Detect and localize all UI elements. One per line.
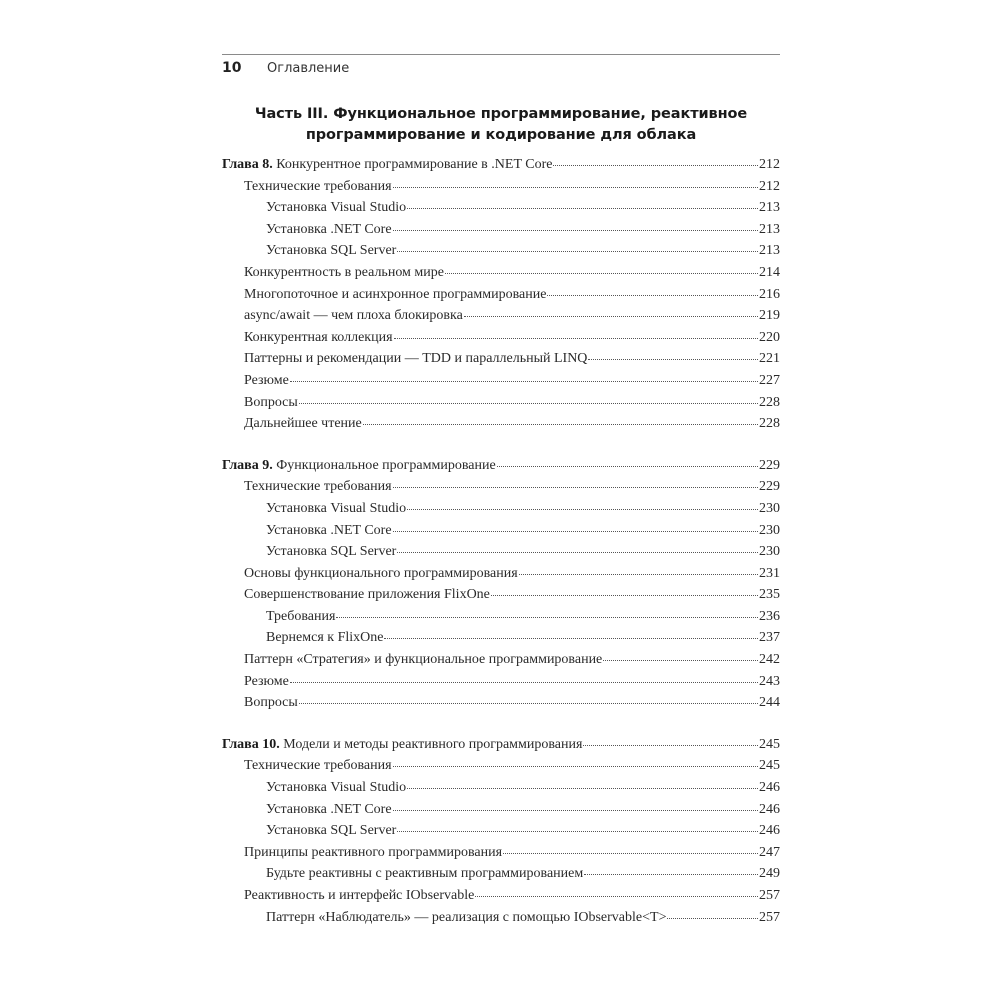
- toc-entry-label: Резюме: [244, 372, 289, 388]
- dot-leader: [290, 671, 758, 685]
- toc-subsection[interactable]: [222, 820, 780, 842]
- toc-section[interactable]: [222, 563, 780, 585]
- toc-page-number: 245: [759, 758, 780, 774]
- toc-subsection[interactable]: [222, 541, 780, 563]
- dot-leader: [407, 777, 758, 791]
- toc-entry-label: Вопросы: [244, 394, 298, 410]
- toc-section[interactable]: [222, 392, 780, 414]
- toc-subsection[interactable]: [222, 863, 780, 885]
- running-head-section: Оглавление: [267, 61, 350, 76]
- page-number: 10: [222, 60, 242, 76]
- dot-leader: [393, 476, 758, 490]
- toc-section[interactable]: [222, 649, 780, 671]
- dot-leader: [464, 305, 758, 319]
- table-of-contents: [222, 154, 780, 948]
- toc-page-number: 228: [759, 394, 780, 410]
- dot-leader: [519, 563, 758, 577]
- toc-section[interactable]: [222, 413, 780, 435]
- dot-leader: [475, 885, 758, 899]
- toc-entry-label: Установка SQL Server: [266, 823, 397, 839]
- toc-subsection[interactable]: [222, 520, 780, 542]
- toc-entry-label: Установка Visual Studio: [266, 500, 407, 516]
- dot-leader: [583, 734, 758, 748]
- toc-entry-label: async/await — чем плоха блокировка: [244, 308, 463, 324]
- running-head: [222, 60, 349, 80]
- dot-leader: [393, 755, 758, 769]
- toc-subsection[interactable]: [222, 777, 780, 799]
- toc-page-number: 221: [759, 351, 780, 367]
- toc-entry-label: Дальнейшее чтение: [244, 416, 362, 432]
- toc-entry-label: Конкурентная коллекция: [244, 329, 393, 345]
- toc-entry-label: Установка .NET Core: [266, 221, 392, 237]
- toc-entry-label: Установка SQL Server: [266, 544, 397, 560]
- toc-entry-label: Основы функционального программирования: [244, 565, 518, 581]
- toc-page-number: 230: [759, 544, 780, 560]
- dot-leader: [393, 520, 758, 534]
- part-title-line-2: программирование и кодирование для облака: [305, 127, 697, 143]
- toc-page-number: 214: [759, 264, 780, 280]
- toc-section[interactable]: [222, 755, 780, 777]
- dot-leader: [491, 584, 758, 598]
- toc-subsection[interactable]: [222, 240, 780, 262]
- toc-entry-label: Установка SQL Server: [266, 243, 397, 259]
- toc-section[interactable]: [222, 584, 780, 606]
- chapter-title: Конкурентное программирование в .NET Core: [276, 157, 553, 172]
- toc-chapter-heading[interactable]: [222, 455, 780, 477]
- dot-leader: [547, 284, 758, 298]
- toc-page-number: 229: [759, 457, 780, 473]
- dot-leader: [384, 627, 758, 641]
- toc-page-number: 219: [759, 308, 780, 324]
- toc-page-number: 246: [759, 801, 780, 817]
- toc-page-number: 229: [759, 479, 780, 495]
- toc-entry-label: Технические требования: [244, 479, 392, 495]
- toc-page-number: 227: [759, 372, 780, 388]
- dot-leader: [299, 692, 758, 706]
- toc-page-number: 249: [759, 866, 780, 882]
- toc-entry-label: Установка Visual Studio: [266, 200, 407, 216]
- toc-section[interactable]: [222, 885, 780, 907]
- toc-page-number: 243: [759, 673, 780, 689]
- toc-entry-label: Паттерн «Наблюдатель» — реализация с помощью IObservable<T>: [266, 909, 667, 925]
- toc-subsection[interactable]: [222, 219, 780, 241]
- dot-leader: [393, 219, 758, 233]
- toc-page-number: 244: [759, 695, 780, 711]
- toc-section[interactable]: [222, 176, 780, 198]
- toc-page-number: 212: [759, 178, 780, 194]
- toc-entry-label: Конкурентность в реальном мире: [244, 264, 444, 280]
- dot-leader: [336, 606, 758, 620]
- dot-leader: [553, 154, 758, 168]
- toc-entry-label: [222, 734, 582, 756]
- dot-leader: [407, 498, 758, 512]
- toc-subsection[interactable]: [222, 799, 780, 821]
- dot-leader: [393, 176, 758, 190]
- toc-chapter: [222, 455, 780, 714]
- toc-page-number: 228: [759, 416, 780, 432]
- toc-page-number: 220: [759, 329, 780, 345]
- dot-leader: [397, 541, 758, 555]
- toc-page-number: 236: [759, 608, 780, 624]
- toc-page-number: 216: [759, 286, 780, 302]
- dot-leader: [497, 455, 758, 469]
- dot-leader: [299, 392, 758, 406]
- toc-chapter-heading[interactable]: [222, 734, 780, 756]
- toc-entry-label: Установка .NET Core: [266, 522, 392, 538]
- header-rule: [222, 54, 780, 55]
- toc-page-number: 257: [759, 909, 780, 925]
- toc-section[interactable]: [222, 348, 780, 370]
- toc-entry-label: Многопоточное и асинхронное программирование: [244, 286, 547, 302]
- dot-leader: [290, 370, 758, 384]
- toc-section[interactable]: [222, 842, 780, 864]
- toc-entry-label: Установка Visual Studio: [266, 780, 407, 796]
- toc-page-number: 230: [759, 522, 780, 538]
- toc-section[interactable]: [222, 305, 780, 327]
- dot-leader: [584, 863, 758, 877]
- toc-page-number: 257: [759, 888, 780, 903]
- toc-subsection[interactable]: [222, 907, 780, 929]
- toc-entry-label: Совершенствование приложения FlixOne: [244, 587, 490, 603]
- toc-entry-label: Установка .NET Core: [266, 801, 392, 817]
- toc-section[interactable]: [222, 370, 780, 392]
- toc-page-number: 231: [759, 565, 780, 581]
- toc-page-number: 213: [759, 243, 780, 259]
- chapter-number: Глава 10.: [222, 736, 280, 752]
- toc-section[interactable]: [222, 692, 780, 714]
- toc-entry-label: [222, 154, 552, 176]
- dot-leader: [407, 197, 758, 211]
- toc-entry-label: Паттерн «Стратегия» и функциональное программирование: [244, 652, 603, 668]
- chapter-number: Глава 9.: [222, 457, 273, 473]
- toc-page-number: 242: [759, 652, 780, 668]
- dot-leader: [363, 413, 758, 427]
- dot-leader: [503, 842, 758, 856]
- dot-leader: [445, 262, 758, 276]
- toc-entry-label: Реактивность и интерфейс IObservable: [244, 888, 475, 903]
- toc-page-number: 235: [759, 587, 780, 603]
- chapter-title: Функциональное программирование: [276, 457, 496, 473]
- toc-entry-label: Технические требования: [244, 758, 392, 774]
- toc-entry-label: Требования: [266, 608, 336, 624]
- toc-page-number: 246: [759, 780, 780, 796]
- toc-section[interactable]: [222, 327, 780, 349]
- dot-leader: [588, 348, 758, 362]
- book-page: [222, 0, 780, 1000]
- toc-section[interactable]: [222, 476, 780, 498]
- toc-section[interactable]: [222, 284, 780, 306]
- toc-entry-label: Вопросы: [244, 695, 298, 711]
- toc-entry-label: Технические требования: [244, 178, 392, 194]
- toc-section[interactable]: [222, 262, 780, 284]
- chapter-number: Глава 8.: [222, 157, 273, 172]
- toc-section[interactable]: [222, 671, 780, 693]
- toc-subsection[interactable]: [222, 606, 780, 628]
- dot-leader: [393, 799, 758, 813]
- toc-subsection[interactable]: [222, 498, 780, 520]
- toc-page-number: 213: [759, 200, 780, 216]
- toc-page-number: 247: [759, 844, 780, 860]
- chapter-title: Модели и методы реактивного программирования: [283, 736, 583, 752]
- dot-leader: [603, 649, 758, 663]
- toc-subsection[interactable]: [222, 627, 780, 649]
- toc-entry-label: Принципы реактивного программирования: [244, 844, 503, 860]
- toc-page-number: 245: [759, 736, 780, 752]
- toc-entry-label: Вернемся к FlixOne: [266, 630, 384, 646]
- toc-subsection[interactable]: [222, 197, 780, 219]
- toc-entry-label: Будьте реактивны с реактивным программированием: [266, 866, 584, 882]
- toc-page-number: 230: [759, 500, 780, 516]
- toc-chapter: [222, 734, 780, 928]
- dot-leader: [394, 327, 758, 341]
- part-title: [222, 104, 780, 146]
- toc-chapter-heading[interactable]: [222, 154, 780, 176]
- dot-leader: [397, 240, 758, 254]
- toc-entry-label: Паттерны и рекомендации — TDD и параллельный LINQ: [244, 351, 588, 367]
- part-title-line-1: Часть III. Функциональное программирование, реактивное: [254, 106, 748, 122]
- toc-page-number: 237: [759, 630, 780, 646]
- toc-page-number: 213: [759, 221, 780, 237]
- toc-page-number: 246: [759, 823, 780, 839]
- toc-entry-label: [222, 455, 496, 477]
- dot-leader: [667, 907, 758, 921]
- toc-chapter: [222, 154, 780, 435]
- toc-page-number: 212: [759, 157, 780, 172]
- toc-entry-label: Резюме: [244, 673, 289, 689]
- dot-leader: [397, 820, 758, 834]
